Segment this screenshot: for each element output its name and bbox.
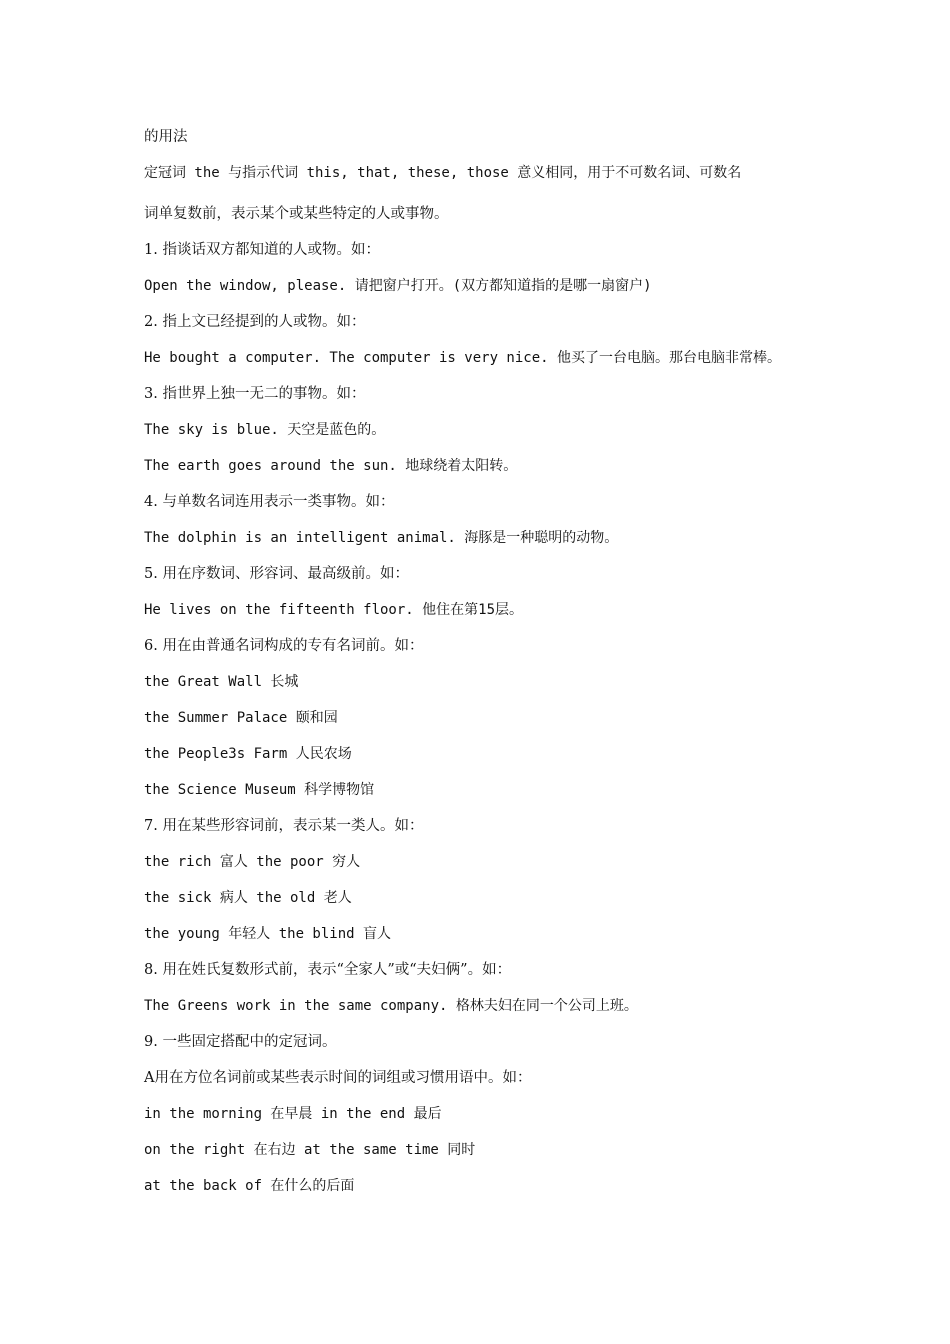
rule-3-example-1: The sky is blue. 天空是蓝色的。 [144,422,386,438]
rule-9-example-1: in the morning 在早晨 in the end 最后 [144,1106,442,1122]
rule-7-example-2: the sick 病人 the old 老人 [144,890,352,906]
rule-9-heading: 9. 一些固定搭配中的定冠词。 [144,1034,337,1050]
rule-2-example: He bought a computer. The computer is very nice. 他买了一台电脑。那台电脑非常棒。 [144,350,782,366]
document-page [144,122,844,1207]
rule-7-example-1: the rich 富人 the poor 穷人 [144,854,361,870]
rule-6-example-3: the People3s Farm 人民农场 [144,746,352,762]
definition-line-2: 词单复数前，表示某个或某些特定的人或事物。 [144,206,449,222]
rule-6-heading: 6. 用在由普通名词构成的专有名词前。如： [144,638,424,654]
rule-5-example: He lives on the fifteenth floor. 他住在第15层。 [144,602,524,618]
definition-line-1: 定冠词 the 与指示代词 this, that, these, those 意义相同，用于不可数名词、可数名 [144,165,742,181]
rule-4-example: The dolphin is an intelligent animal. 海豚是一种聪明的动物。 [144,530,619,546]
rule-8-example: The Greens work in the same company. 格林夫妇在同一个公司上班。 [144,998,638,1014]
rule-6-example-2: the Summer Palace 颐和园 [144,710,338,726]
rule-7-heading: 7. 用在某些形容词前，表示某一类人。如： [144,818,424,834]
rule-5-heading: 5. 用在序数词、形容词、最高级前。如： [144,566,409,582]
rule-2-heading: 2. 指上文已经提到的人或物。如： [144,314,366,330]
rule-3-heading: 3. 指世界上独一无二的事物。如： [144,386,366,402]
heading-usage: 的用法 [144,129,188,145]
rule-3-example-2: The earth goes around the sun. 地球绕着太阳转。 [144,458,518,474]
rule-1-heading: 1. 指谈话双方都知道的人或物。如： [144,242,380,258]
rule-9-subheading-a: A用在方位名词前或某些表示时间的词组或习惯用语中。如： [144,1070,532,1086]
rule-7-example-3: the young 年轻人 the blind 盲人 [144,926,392,942]
rule-1-example: Open the window, please. 请把窗户打开。(双方都知道指的是哪一扇窗户) [144,278,652,294]
rule-9-example-2: on the right 在右边 at the same time 同时 [144,1142,476,1158]
rule-6-example-1: the Great Wall 长城 [144,674,299,690]
rule-9-example-3: at the back of 在什么的后面 [144,1178,355,1194]
rule-4-heading: 4. 与单数名词连用表示一类事物。如： [144,494,395,510]
rule-6-example-4: the Science Museum 科学博物馆 [144,782,375,798]
rule-8-heading: 8. 用在姓氏复数形式前，表示“全家人”或“夫妇俩”。如： [144,962,512,978]
